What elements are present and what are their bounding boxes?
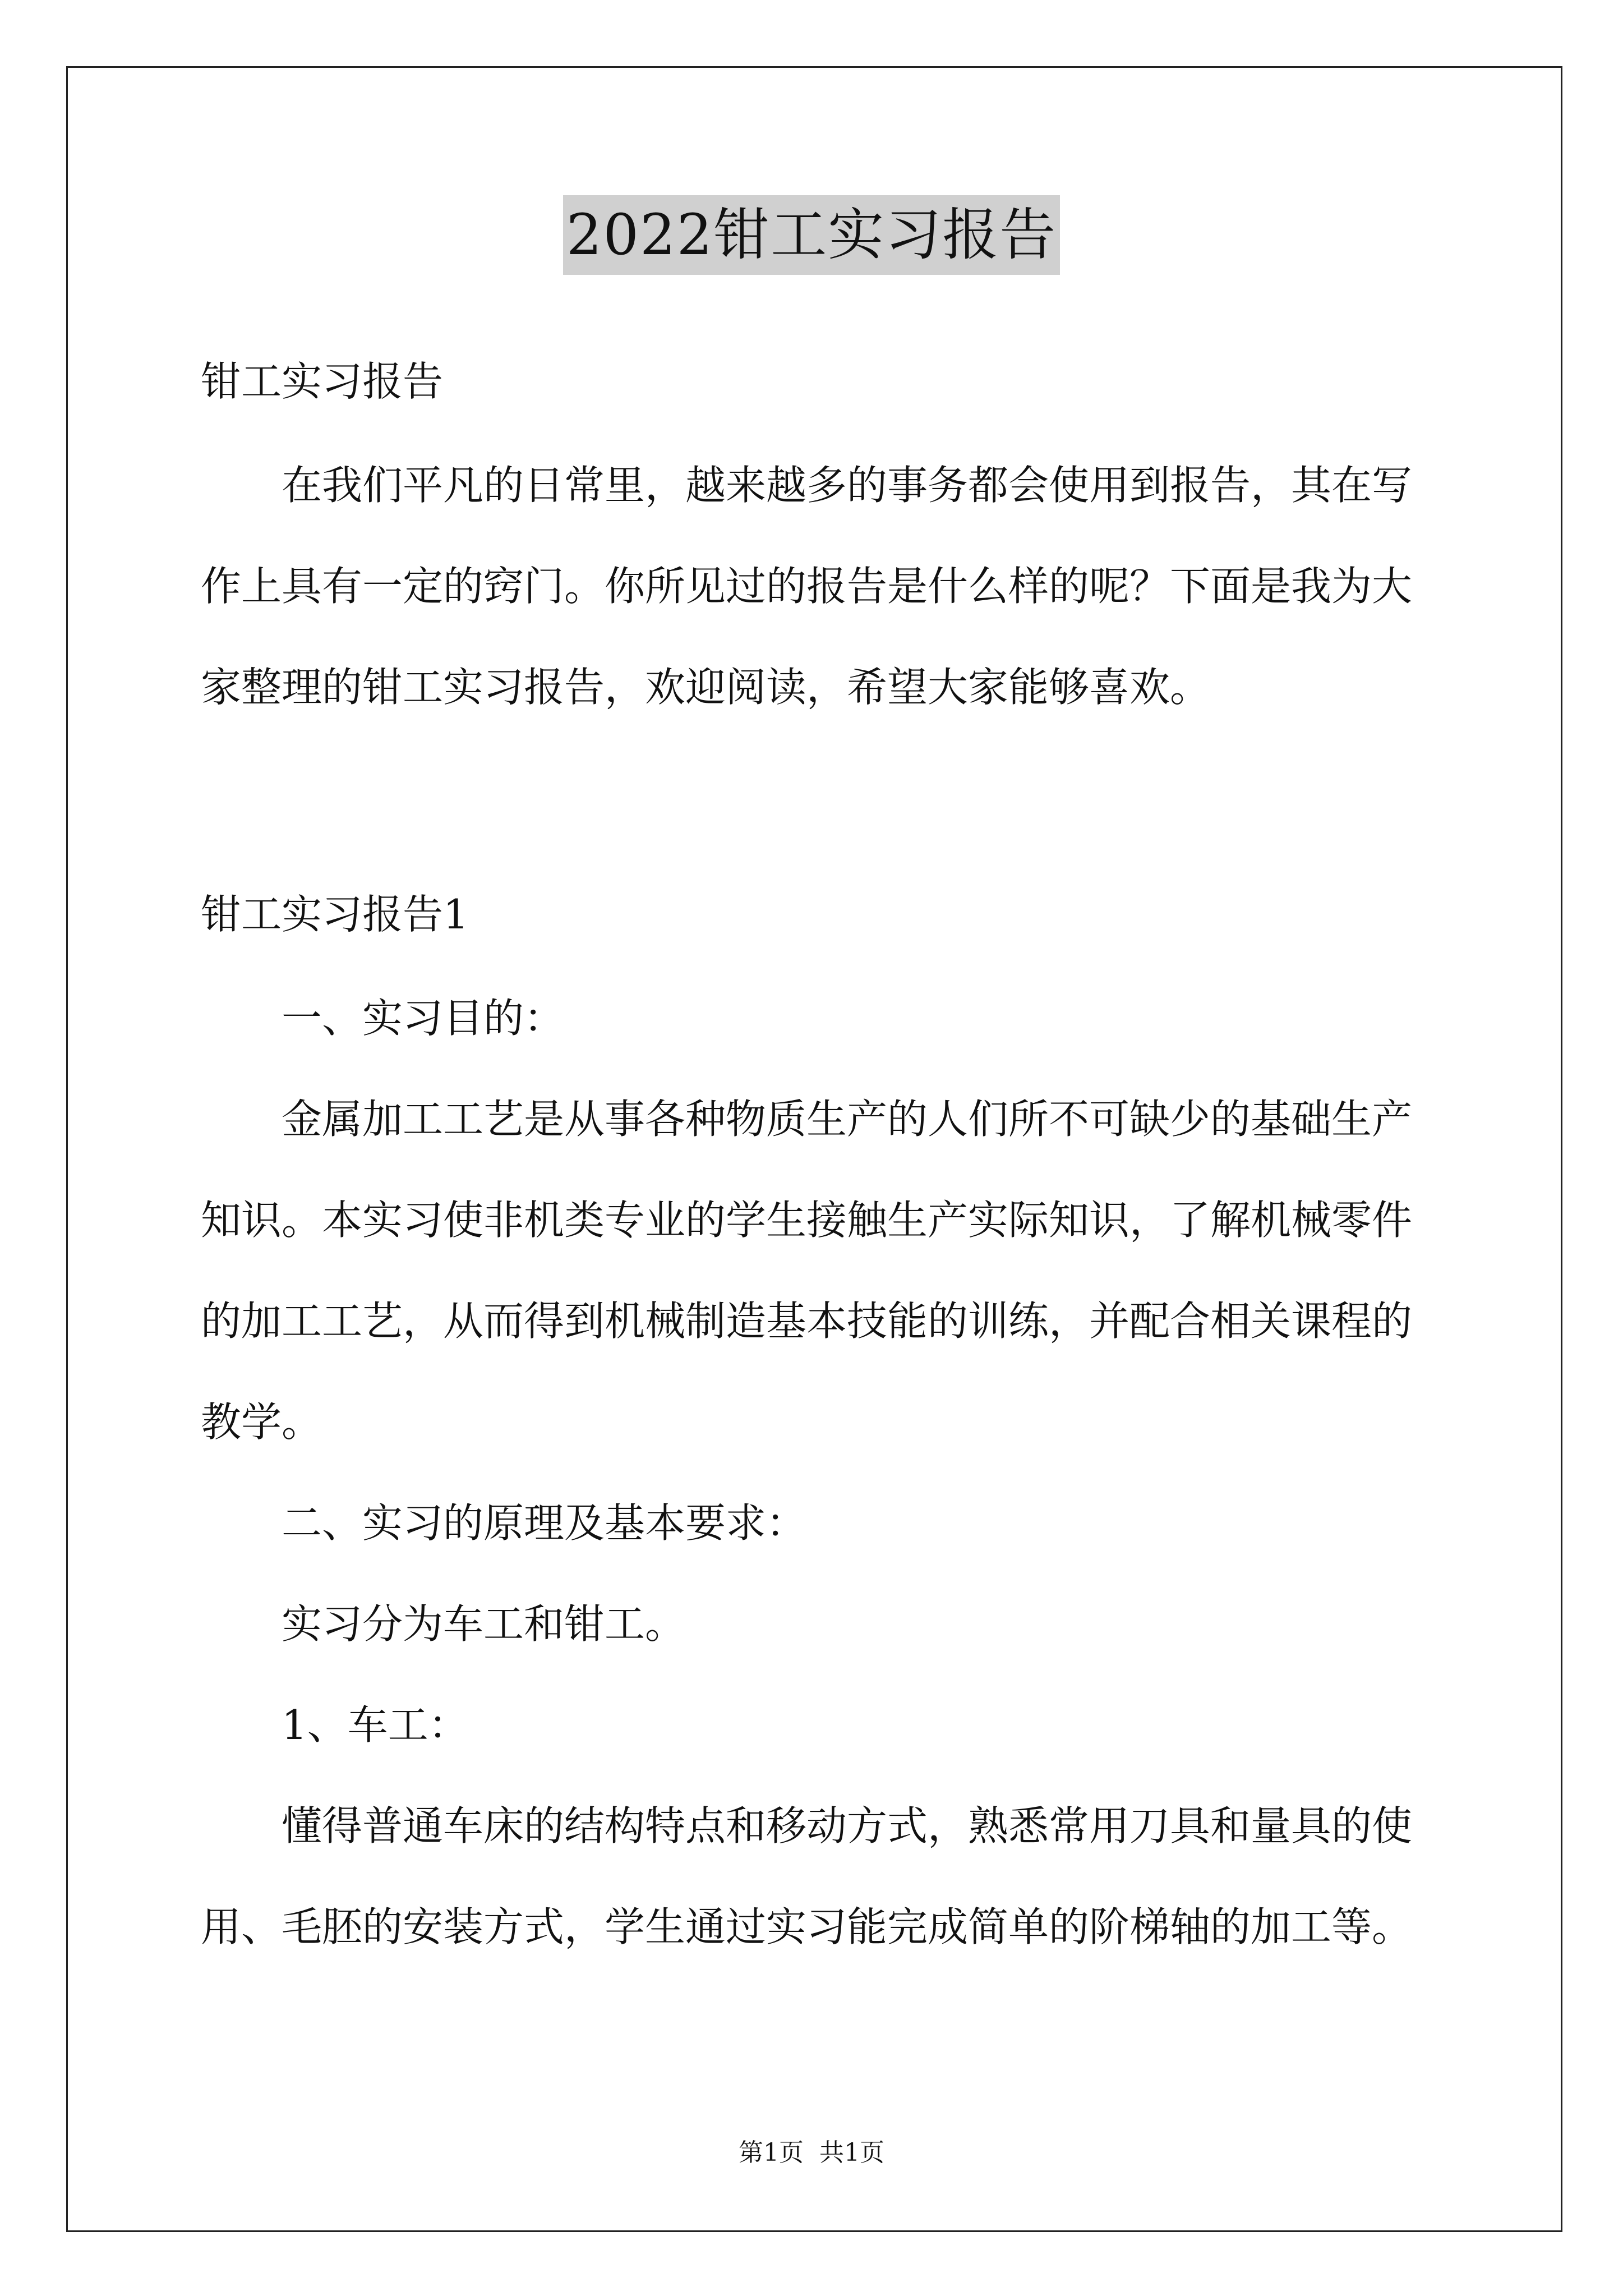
- title-block: [0, 195, 1623, 275]
- paragraph-line: 在我们平凡的日常里，越来越多的事务都会使用到报告，其在写: [282, 462, 1413, 509]
- section-heading: 钳工实习报告1: [201, 891, 469, 938]
- paragraph-line: 的加工工艺，从而得到机械制造基本技能的训练，并配合相关课程的: [201, 1297, 1413, 1345]
- paragraph-line: 懂得普通车床的结构特点和移动方式，熟悉常用刀具和量具的使: [282, 1802, 1413, 1849]
- paragraph-line: 用、毛胚的安装方式，学生通过实习能完成简单的阶梯轴的加工等。: [201, 1903, 1413, 1950]
- subheading-line: 一、实习目的：: [282, 995, 565, 1042]
- page-number: 第1页: [739, 2138, 804, 2167]
- document-title: 2022钳工实习报告: [563, 195, 1061, 275]
- subtitle-line: 钳工实习报告: [201, 358, 444, 405]
- paragraph-line: 实习分为车工和钳工。: [282, 1600, 686, 1648]
- subheading-line: 1、车工：: [282, 1701, 469, 1749]
- page-total: 共1页: [819, 2138, 884, 2167]
- paragraph-line: 作上具有一定的窍门。你所见过的报告是什么样的呢？下面是我为大: [201, 563, 1413, 610]
- page-footer: [0, 2136, 1623, 2170]
- paragraph-line: 教学。: [201, 1398, 322, 1446]
- paragraph-line: 家整理的钳工实习报告，欢迎阅读，希望大家能够喜欢。: [201, 664, 1211, 711]
- paragraph-line: 金属加工工艺是从事各种物质生产的人们所不可缺少的基础生产: [282, 1096, 1413, 1143]
- subheading-line: 二、实习的原理及基本要求：: [282, 1499, 807, 1547]
- paragraph-line: 知识。本实习使非机类专业的学生接触生产实际知识，了解机械零件: [201, 1197, 1413, 1244]
